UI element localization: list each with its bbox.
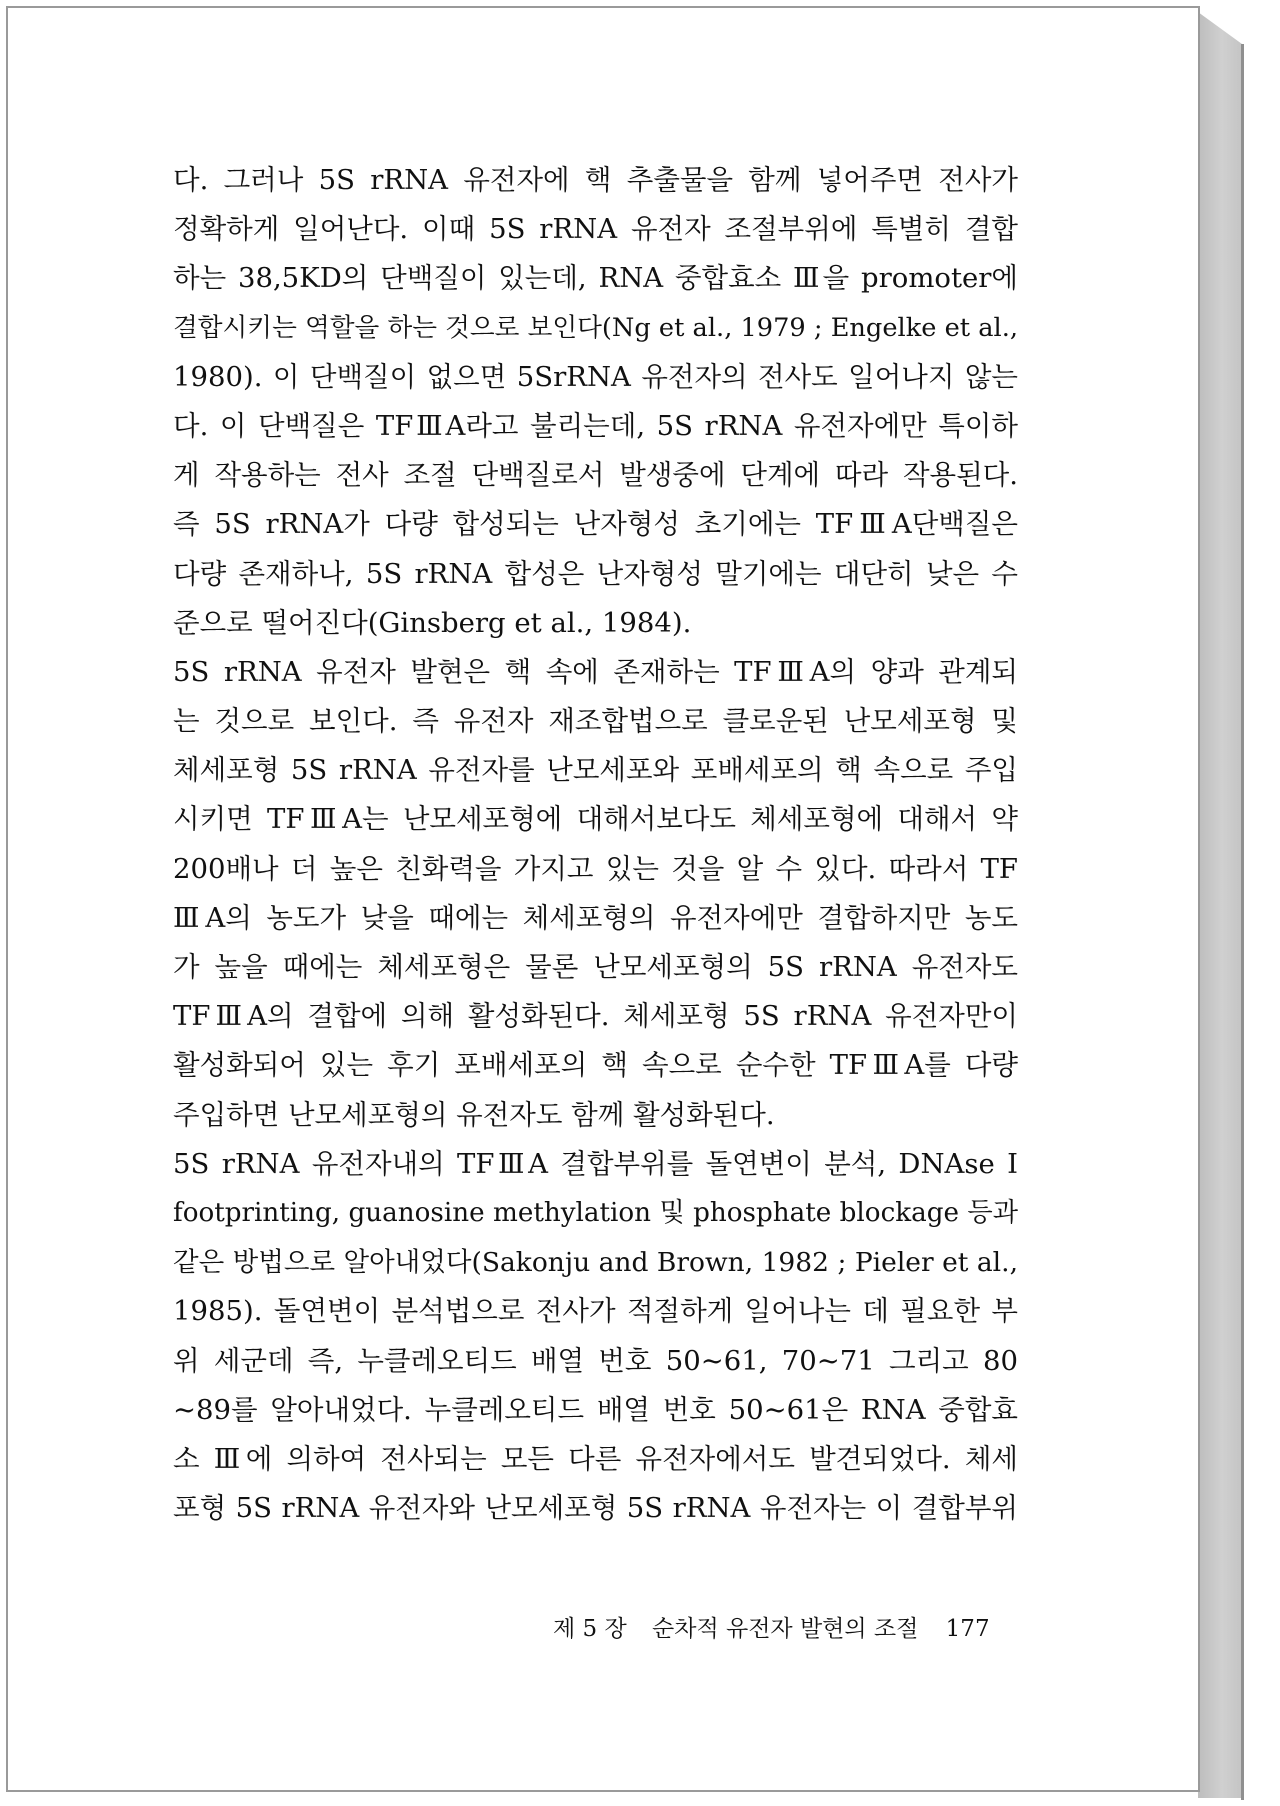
text-line: ∼89를 알아내었다. 누클레오티드 배열 번호 50∼61은 RNA 중합효 bbox=[173, 1393, 1018, 1426]
text-line: 1980). 이 단백질이 없으면 5SrRNA 유전자의 전사도 일어나지 않는 bbox=[173, 360, 1018, 393]
text-line: 시키면 TFⅢA는 난모세포형에 대해서보다도 체세포형에 대해서 약 bbox=[173, 803, 1018, 836]
text-line: 다. 이 단백질은 TFⅢA라고 불리는데, 5S rRNA 유전자에만 특이하 bbox=[173, 409, 1018, 442]
footer-chapter: 제 5 장 bbox=[553, 1616, 627, 1642]
text-line: 하는 38,5KD의 단백질이 있는데, RNA 중합효소 Ⅲ을 promoter에 bbox=[173, 262, 1018, 295]
page-number: 177 bbox=[945, 1616, 990, 1642]
running-footer bbox=[553, 1610, 990, 1643]
text-line: 주입하면 난모세포형의 유전자도 함께 활성화된다. bbox=[173, 1098, 775, 1131]
text-line: ⅢA의 농도가 낮을 때에는 체세포형의 유전자에만 결합하지만 농도 bbox=[173, 901, 1018, 934]
text-line: 체세포형 5S rRNA 유전자를 난모세포와 포배세포의 핵 속으로 주입 bbox=[173, 754, 1018, 787]
text-line: TFⅢA의 결합에 의해 활성화된다. 체세포형 5S rRNA 유전자만이 bbox=[173, 1000, 1018, 1033]
text-line: 200배나 더 높은 친화력을 가지고 있는 것을 알 수 있다. 따라서 TF bbox=[173, 852, 1018, 885]
text-line: footprinting, guanosine methylation 및 phosphate blockage 등과 bbox=[173, 1197, 1018, 1228]
page-body-text bbox=[173, 156, 1018, 1533]
text-line: 소 Ⅲ에 의하여 전사되는 모든 다른 유전자에서도 발견되었다. 체세 bbox=[173, 1442, 1018, 1475]
page-edge-line bbox=[1241, 44, 1244, 1800]
text-line: 가 높을 때에는 체세포형은 물론 난모세포형의 5S rRNA 유전자도 bbox=[173, 951, 1018, 983]
text-line: 정확하게 일어난다. 이때 5S rRNA 유전자 조절부위에 특별히 결합 bbox=[173, 213, 1018, 246]
text-line: 같은 방법으로 알아내었다(Sakonju and Brown, 1982 ; Pieler et al., bbox=[173, 1247, 1018, 1279]
text-line: 1985). 돌연변이 분석법으로 전사가 적절하게 일어나는 데 필요한 부 bbox=[173, 1295, 1018, 1328]
text-line: 포형 5S rRNA 유전자와 난모세포형 5S rRNA 유전자는 이 결합부위 bbox=[173, 1492, 1018, 1525]
text-line: 는 것으로 보인다. 즉 유전자 재조합법으로 클로운된 난모세포형 및 bbox=[173, 705, 1018, 738]
text-line: 게 작용하는 전사 조절 단백질로서 발생중에 단계에 따라 작용된다. bbox=[173, 459, 1018, 492]
text-line: 5S rRNA 유전자내의 TFⅢA 결합부위를 돌연변이 분석, DNAse I bbox=[173, 1147, 1018, 1180]
text-line: 준으로 떨어진다(Ginsberg et al., 1984). bbox=[173, 606, 692, 639]
text-line: 활성화되어 있는 후기 포배세포의 핵 속으로 순수한 TFⅢA를 다량 bbox=[173, 1049, 1018, 1082]
text-line: 5S rRNA 유전자 발현은 핵 속에 존재하는 TFⅢA의 양과 관계되 bbox=[173, 655, 1018, 688]
footer-chapter-title: 순차적 유전자 발현의 조절 bbox=[652, 1616, 919, 1642]
text-line: 다. 그러나 5S rRNA 유전자에 핵 추출물을 함께 넣어주면 전사가 bbox=[173, 164, 1018, 196]
text-line: 다량 존재하나, 5S rRNA 합성은 난자형성 말기에는 대단히 낮은 수 bbox=[173, 557, 1018, 590]
text-line: 결합시키는 역할을 하는 것으로 보인다(Ng et al., 1979 ; Engelke et al., bbox=[173, 312, 1018, 343]
text-line: 즉 5S rRNA가 다량 합성되는 난자형성 초기에는 TFⅢA단백질은 bbox=[173, 508, 1018, 541]
page-stack-edge bbox=[1198, 12, 1242, 1798]
text-line: 위 세군데 즉, 누클레오티드 배열 번호 50∼61, 70∼71 그리고 80 bbox=[173, 1344, 1018, 1377]
